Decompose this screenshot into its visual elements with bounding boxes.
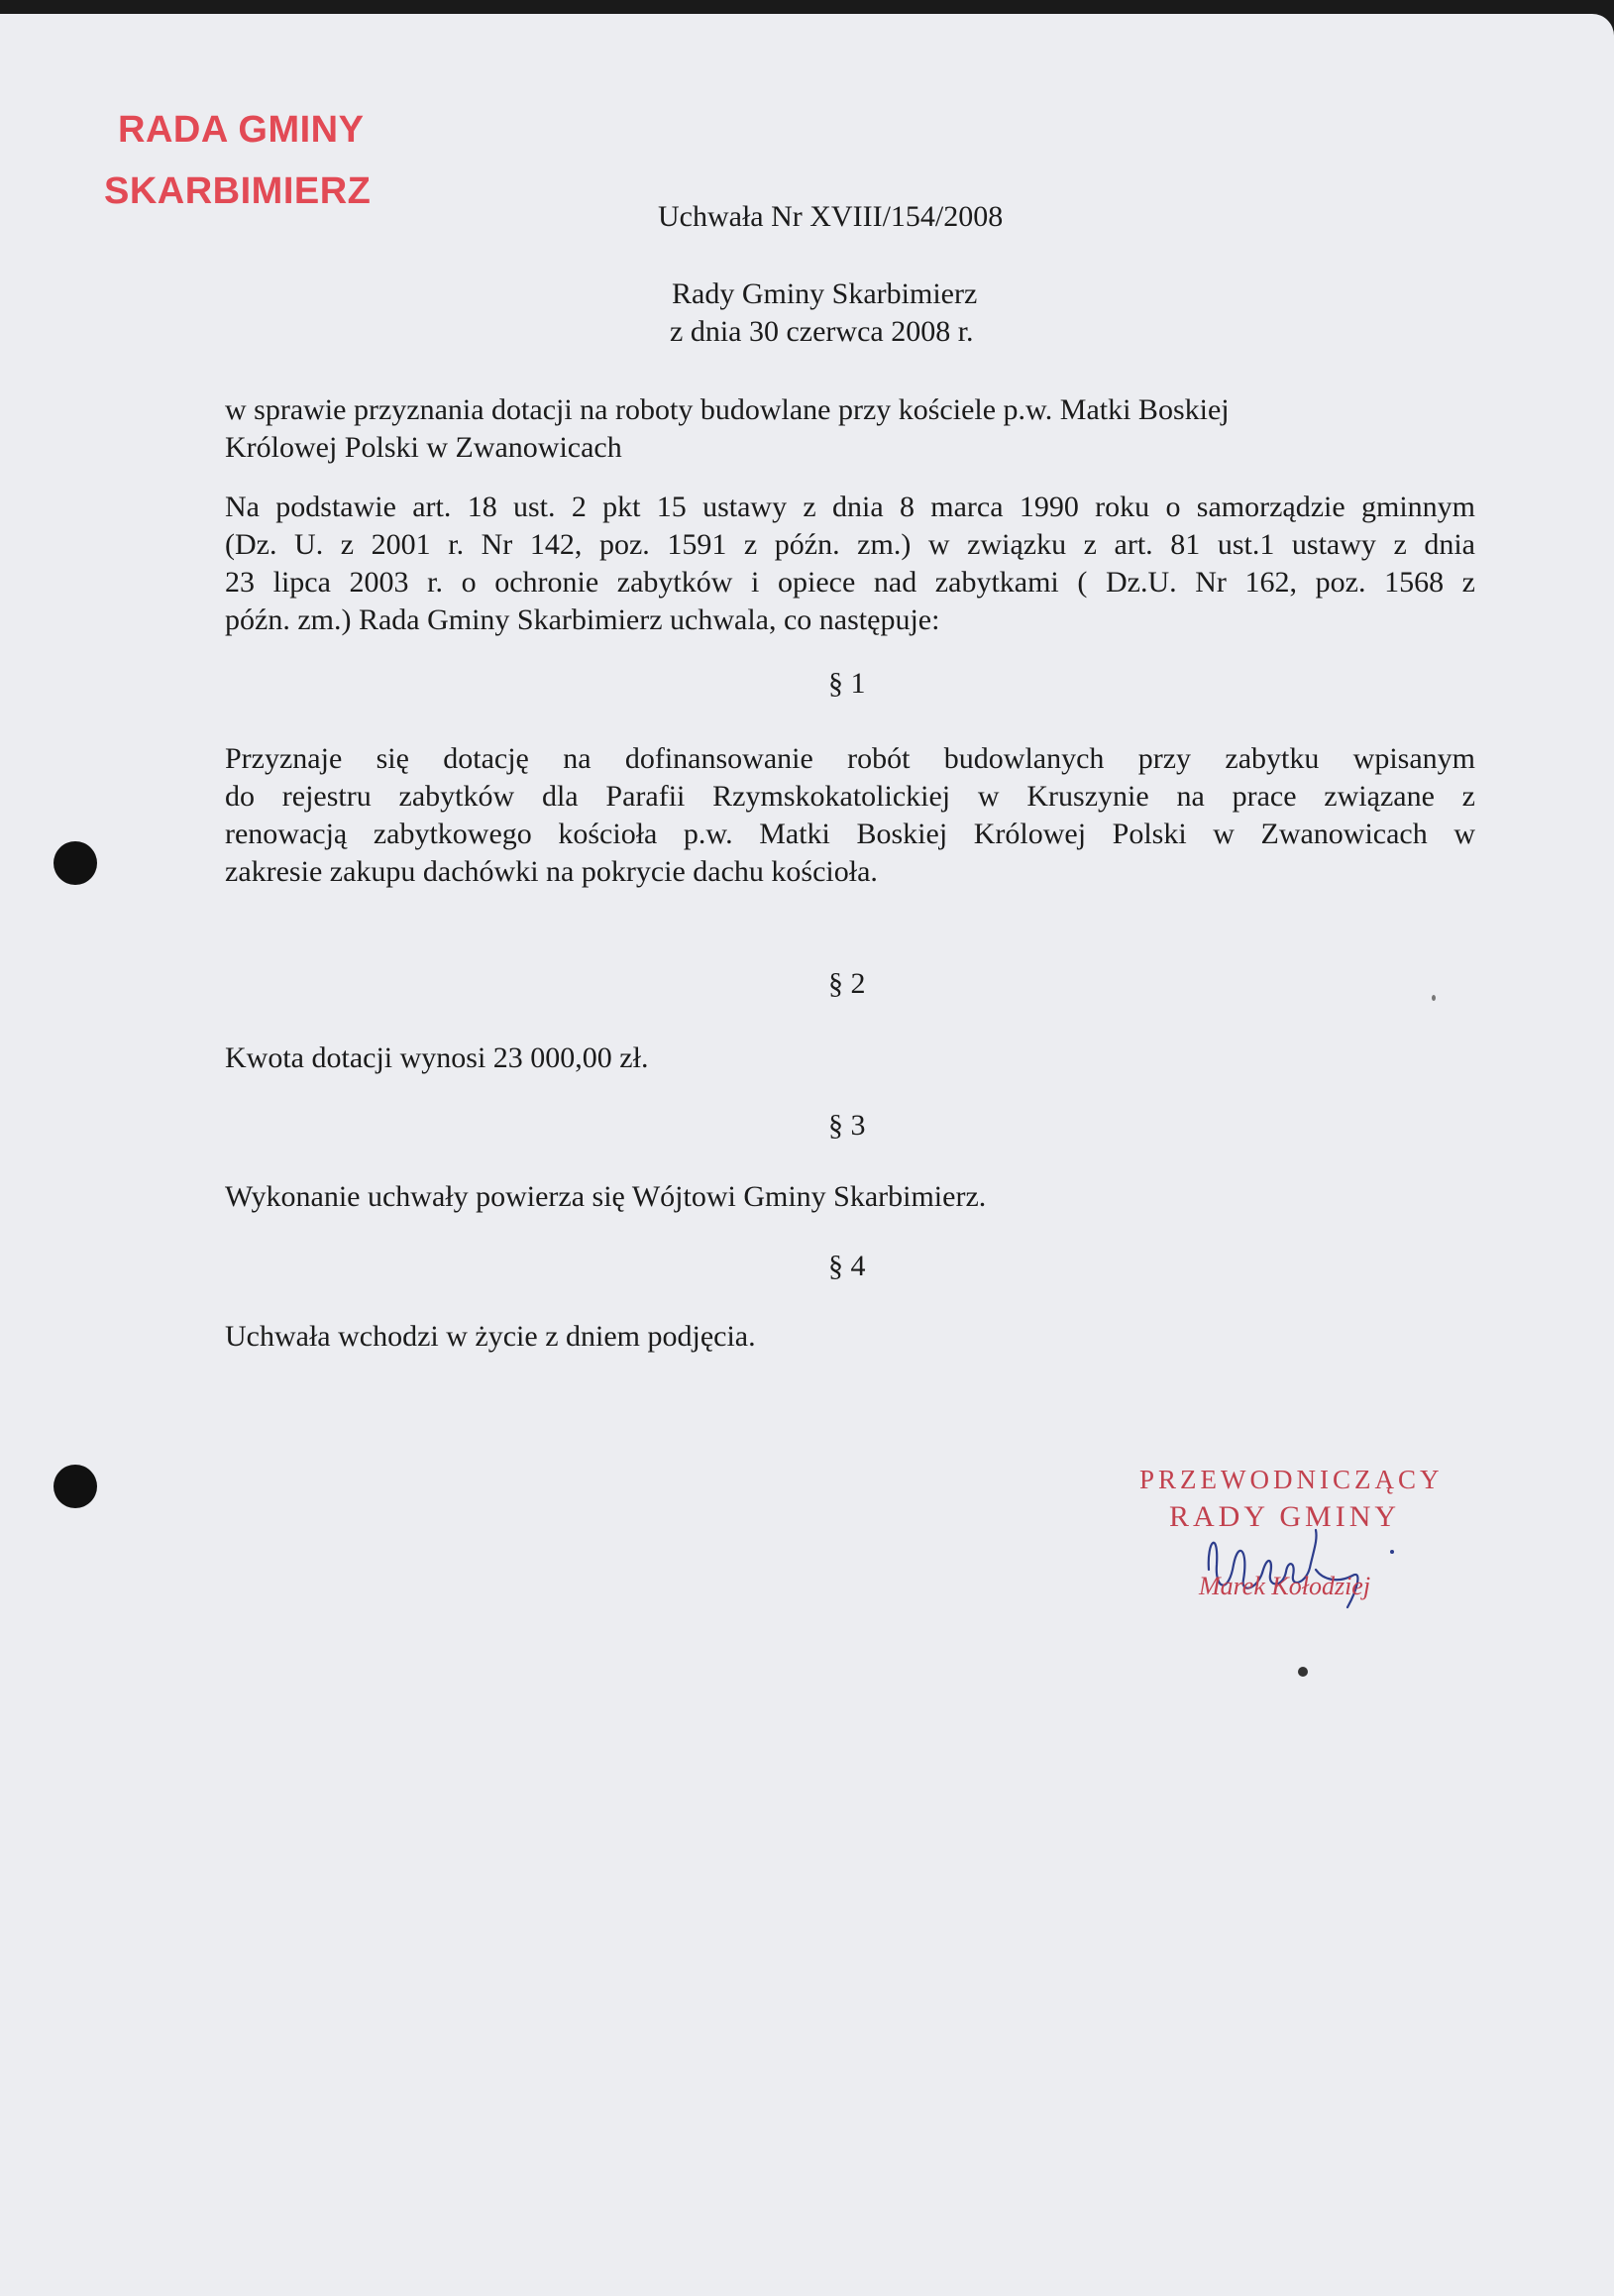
punch-hole [54,1465,97,1508]
legal-basis-paragraph [225,489,1475,639]
signature-stamp-subtitle: RADY GMINY [1169,1500,1401,1533]
section-1-line: Przyznaje się dotację na dofinansowanie robót budowlanych przy zabytku wpisanym [225,742,1475,775]
section-1-line: do rejestru zabytków dla Parafii Rzymskokatolickiej w Kruszynie na prace związane z [225,780,1475,813]
handwritten-signature [1189,1510,1427,1619]
legal-basis-line: późn. zm.) Rada Gminy Skarbimierz uchwala, co następuje: [225,603,940,636]
header-stamp-line1: RADA GMINY [118,109,365,151]
section-4-text: Uchwała wchodzi w życie z dniem podjęcia. [225,1320,756,1353]
section-1-paragraph [225,740,1475,891]
section-mark: § 2 [828,967,866,1000]
signature-stamp-title: PRZEWODNICZĄCY [1139,1465,1444,1494]
subject-line: w sprawie przyznania dotacji na roboty budowlane przy kościele p.w. Matki Boskiej [225,393,1230,426]
header-stamp-line2: SKARBIMIERZ [104,170,372,212]
section-mark: § 1 [828,667,866,700]
scan-speck [1298,1667,1308,1677]
section-1-line: renowacją zabytkowego kościoła p.w. Matki Boskiej Królowej Polski w Zwanowicach w [225,818,1475,850]
section-mark: § 3 [828,1109,866,1142]
section-1-line: zakresie zakupu dachówki na pokrycie dachu kościoła. [225,855,878,888]
scan-speck [1432,995,1436,1001]
council-header-stamp [104,99,371,222]
subject-line: Królowej Polski w Zwanowicach [225,431,622,464]
signature-stamp-name: Marek Kołodziej [1199,1572,1371,1600]
section-2-text: Kwota dotacji wynosi 23 000,00 zł. [225,1041,649,1074]
chairman-signature-stamp [1090,1461,1506,1629]
resolution-date: z dnia 30 czerwca 2008 r. [670,315,974,348]
section-3-text: Wykonanie uchwały powierza się Wójtowi Gminy Skarbimierz. [225,1180,987,1213]
legal-basis-line: (Dz. U. z 2001 r. Nr 142, poz. 1591 z późn. zm.) w związku z art. 81 ust.1 ustawy z dnia [225,528,1475,561]
punch-hole [54,841,97,885]
document-page [0,14,1614,2296]
legal-basis-line: Na podstawie art. 18 ust. 2 pkt 15 ustawy z dnia 8 marca 1990 roku o samorządzie gminnym [225,491,1475,523]
resolution-issuer: Rady Gminy Skarbimierz [672,277,978,310]
legal-basis-line: 23 lipca 2003 r. o ochronie zabytków i opiece nad zabytkami ( Dz.U. Nr 162, poz. 1568 z [225,566,1475,599]
section-mark: § 4 [828,1250,866,1282]
resolution-title: Uchwała Nr XVIII/154/2008 [658,200,1004,233]
